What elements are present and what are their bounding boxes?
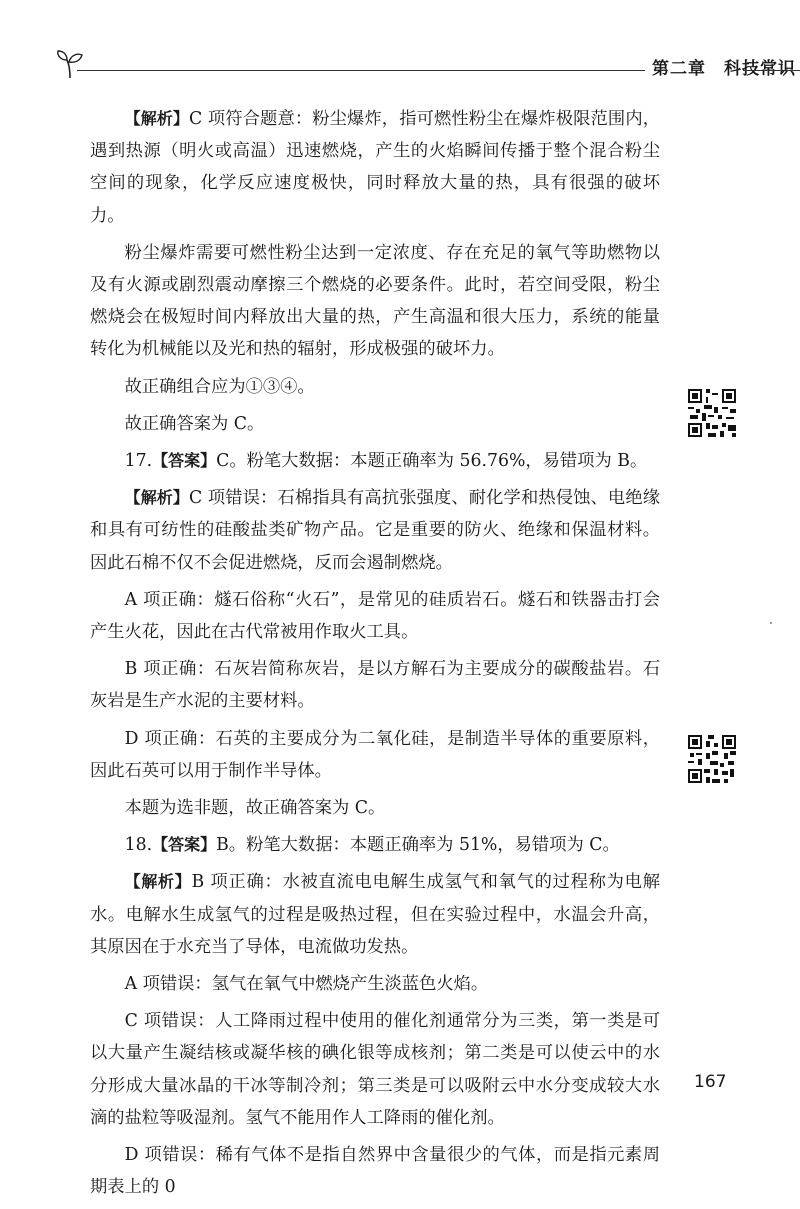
qr-code-icon (686, 387, 738, 439)
paragraph-text: C 项错误：石棉指具有高抗张强度、耐化学和热侵蚀、电绝缘和具有可纺性的硅酸盐类矿物产品。它是重要的防火、绝缘和保温材料。因此石棉不仅不会促进燃烧，反而会遏制燃烧。 (90, 488, 660, 573)
scan-speck (770, 622, 772, 624)
paragraph-text: 故正确答案为 C。 (124, 413, 265, 434)
paragraph-text: C 项错误：人工降雨过程中使用的催化剂通常分为三类，第一类是可以大量产生凝结核或凝华核的碘化银等成核剂；第二类是可以使云中的水分形成大量冰晶的干冰等制冷剂；第三类是可以吸附云中水分变成较大水滴的盐粒等吸湿剂。氢气不能用作人工降雨的催化剂。 (90, 1011, 660, 1128)
paragraph-text: D 项正确：石英的主要成分为二氧化硅，是制造半导体的重要原料，因此石英可以用于制作半导体。 (90, 728, 660, 781)
page-header (55, 48, 796, 80)
paragraph-text: 故正确组合应为①③④。 (124, 376, 315, 397)
paragraph-text: B 项正确：石灰岩简称灰岩，是以方解石为主要成分的碳酸盐岩。石灰岩是生产水泥的主要材料。 (90, 659, 660, 712)
answer-17 (90, 445, 660, 477)
analysis-tag: 【解析】 (124, 109, 190, 128)
paragraph (90, 371, 660, 403)
question-number: 17. (124, 451, 153, 472)
answer-18 (90, 829, 660, 861)
paragraph-text: 粉尘爆炸需要可燃性粉尘达到一定浓度、存在充足的氧气等助燃物以及有火源或剧烈震动摩擦三个燃烧的必要条件。此时，若空间受限，粉尘燃烧会在极短时间内释放出大量的热，产生高温和很大压力，系统的能量转化为机械能以及光和热的辐射，形成极强的破坏力。 (90, 242, 660, 360)
answer-tag: 【答案】 (152, 835, 217, 855)
sprout-icon (55, 48, 85, 80)
paragraph (90, 482, 660, 579)
paragraph-text: A 项错误：氢气在氧气中燃烧产生淡蓝色火焰。 (124, 974, 489, 995)
header-rule-right (743, 70, 800, 71)
paragraph (90, 723, 660, 787)
paragraph-text: D 项错误：稀有气体不是指自然界中含量很少的气体，而是指元素周期表上的 0 (90, 1145, 660, 1198)
paragraph-text: C。粉笔大数据：本题正确率为 56.76%，易错项为 B。 (216, 451, 648, 472)
qr-code-18[interactable] (686, 733, 738, 785)
paragraph (90, 1139, 660, 1203)
paragraph (90, 584, 660, 648)
paragraph-text: B。粉笔大数据：本题正确率为 51%，易错项为 C。 (216, 835, 620, 856)
question-number: 18. (124, 835, 153, 856)
paragraph-text: B 项正确：水被直流电电解生成氢气和氧气的过程称为电解水。电解水生成氢气的过程是吸热过程，但在实验过程中，水温会升高，其原因在于水充当了导体，电流做功发热。 (90, 872, 660, 957)
analysis-tag: 【解析】 (124, 488, 190, 508)
chapter-title (652, 54, 796, 79)
paragraph (90, 237, 660, 366)
paragraph (90, 792, 660, 824)
header-rule (77, 70, 645, 71)
analysis-tag: 【解析】 (124, 872, 192, 892)
paragraph (90, 968, 660, 1000)
paragraph (90, 653, 660, 717)
section-label: 科技常识 (724, 59, 796, 79)
paragraph (90, 408, 660, 440)
page-number: 167 (694, 1072, 727, 1092)
paragraph (90, 1005, 660, 1134)
paragraph-text: 本题为选非题，故正确答案为 C。 (124, 798, 386, 819)
qr-code-icon (686, 733, 738, 785)
qr-code-17[interactable] (686, 387, 738, 439)
article-body (90, 103, 660, 1209)
paragraph-text: A 项正确：燧石俗称“火石”，是常见的硅质岩石。燧石和铁器击打会产生火花，因此在古代常被用作取火工具。 (90, 589, 660, 643)
answer-tag: 【答案】 (152, 451, 217, 471)
paragraph (90, 103, 660, 232)
chapter-label: 第二章 (652, 59, 706, 79)
paragraph (90, 866, 660, 963)
paragraph-text: C 项符合题意：粉尘爆炸，指可燃性粉尘在爆炸极限范围内，遇到热源（明火或高温）迅速燃烧，产生的火焰瞬间传播于整个混合粉尘空间的现象，化学反应速度极快，同时释放大量的热，具有很强的破坏力。 (90, 109, 660, 226)
